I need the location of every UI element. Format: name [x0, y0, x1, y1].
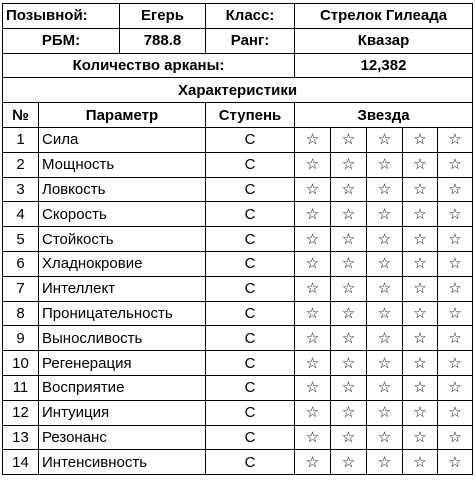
- star-outline-icon[interactable]: ☆: [403, 251, 438, 276]
- star-outline-icon[interactable]: ☆: [438, 326, 473, 351]
- characteristic-row: [3, 450, 473, 475]
- grade-value: С: [206, 227, 295, 252]
- star-outline-icon[interactable]: ☆: [367, 202, 403, 227]
- star-outline-icon[interactable]: ☆: [295, 177, 331, 202]
- parameter-name: Выносливость: [39, 326, 206, 351]
- star-outline-icon[interactable]: ☆: [331, 351, 367, 376]
- star-outline-icon[interactable]: ☆: [331, 276, 367, 301]
- star-outline-icon[interactable]: ☆: [438, 227, 473, 252]
- column-header-star: Звезда: [295, 103, 473, 128]
- characteristic-row: [3, 227, 473, 252]
- star-outline-icon[interactable]: ☆: [403, 227, 438, 252]
- star-outline-icon[interactable]: ☆: [438, 251, 473, 276]
- grade-value: С: [206, 425, 295, 450]
- star-outline-icon[interactable]: ☆: [295, 351, 331, 376]
- header-row-arcana: [3, 53, 473, 78]
- characteristic-row: [3, 202, 473, 227]
- grade-value: С: [206, 202, 295, 227]
- parameter-name: Восприятие: [39, 375, 206, 400]
- star-outline-icon[interactable]: ☆: [367, 450, 403, 475]
- star-outline-icon[interactable]: ☆: [295, 375, 331, 400]
- star-outline-icon[interactable]: ☆: [331, 227, 367, 252]
- star-outline-icon[interactable]: ☆: [295, 152, 331, 177]
- star-outline-icon[interactable]: ☆: [331, 152, 367, 177]
- star-outline-icon[interactable]: ☆: [367, 227, 403, 252]
- star-outline-icon[interactable]: ☆: [367, 351, 403, 376]
- parameter-name: Регенерация: [39, 351, 206, 376]
- callsign-value: Егерь: [120, 4, 206, 29]
- star-outline-icon[interactable]: ☆: [367, 152, 403, 177]
- grade-value: С: [206, 400, 295, 425]
- column-header-parameter: Параметр: [39, 103, 206, 128]
- grade-value: С: [206, 276, 295, 301]
- parameter-name: Мощность: [39, 152, 206, 177]
- row-number: 12: [3, 400, 39, 425]
- row-number: 6: [3, 251, 39, 276]
- grade-value: С: [206, 251, 295, 276]
- grade-value: С: [206, 152, 295, 177]
- parameter-name: Интенсивность: [39, 450, 206, 475]
- star-outline-icon[interactable]: ☆: [403, 400, 438, 425]
- star-outline-icon[interactable]: ☆: [367, 127, 403, 152]
- class-label: Класс:: [206, 4, 295, 29]
- row-number: 10: [3, 351, 39, 376]
- rank-value: Квазар: [295, 28, 473, 53]
- star-outline-icon[interactable]: ☆: [367, 301, 403, 326]
- characteristic-row: [3, 425, 473, 450]
- row-number: 11: [3, 375, 39, 400]
- row-number: 3: [3, 177, 39, 202]
- star-outline-icon[interactable]: ☆: [331, 251, 367, 276]
- characteristic-row: [3, 127, 473, 152]
- star-outline-icon[interactable]: ☆: [295, 202, 331, 227]
- star-outline-icon[interactable]: ☆: [403, 177, 438, 202]
- star-outline-icon[interactable]: ☆: [331, 177, 367, 202]
- grade-value: С: [206, 326, 295, 351]
- section-title-row: [3, 78, 473, 103]
- row-number: 7: [3, 276, 39, 301]
- star-outline-icon[interactable]: ☆: [295, 400, 331, 425]
- row-number: 9: [3, 326, 39, 351]
- section-title: Характеристики: [3, 78, 473, 103]
- grade-value: С: [206, 127, 295, 152]
- star-outline-icon[interactable]: ☆: [295, 326, 331, 351]
- star-outline-icon[interactable]: ☆: [403, 450, 438, 475]
- row-number: 1: [3, 127, 39, 152]
- grade-value: С: [206, 177, 295, 202]
- characteristic-row: [3, 326, 473, 351]
- parameter-name: Скорость: [39, 202, 206, 227]
- parameter-name: Резонанс: [39, 425, 206, 450]
- header-row-rbm: [3, 28, 473, 53]
- star-outline-icon[interactable]: ☆: [367, 326, 403, 351]
- parameter-name: Проницательность: [39, 301, 206, 326]
- star-outline-icon[interactable]: ☆: [367, 400, 403, 425]
- character-sheet: [2, 3, 472, 475]
- parameter-name: Интуиция: [39, 400, 206, 425]
- column-header-grade: Ступень: [206, 103, 295, 128]
- star-outline-icon[interactable]: ☆: [403, 276, 438, 301]
- star-outline-icon[interactable]: ☆: [331, 326, 367, 351]
- star-outline-icon[interactable]: ☆: [331, 400, 367, 425]
- row-number: 5: [3, 227, 39, 252]
- star-outline-icon[interactable]: ☆: [295, 425, 331, 450]
- star-outline-icon[interactable]: ☆: [403, 326, 438, 351]
- star-outline-icon[interactable]: ☆: [403, 202, 438, 227]
- characteristic-row: [3, 351, 473, 376]
- star-outline-icon[interactable]: ☆: [438, 375, 473, 400]
- star-outline-icon[interactable]: ☆: [295, 251, 331, 276]
- parameter-name: Сила: [39, 127, 206, 152]
- star-outline-icon[interactable]: ☆: [331, 425, 367, 450]
- parameter-name: Ловкость: [39, 177, 206, 202]
- parameter-name: Стойкость: [39, 227, 206, 252]
- star-outline-icon[interactable]: ☆: [403, 127, 438, 152]
- row-number: 2: [3, 152, 39, 177]
- row-number: 8: [3, 301, 39, 326]
- parameter-name: Интеллект: [39, 276, 206, 301]
- star-outline-icon[interactable]: ☆: [295, 276, 331, 301]
- star-outline-icon[interactable]: ☆: [331, 301, 367, 326]
- star-outline-icon[interactable]: ☆: [403, 152, 438, 177]
- rbm-value: 788.8: [120, 28, 206, 53]
- star-outline-icon[interactable]: ☆: [295, 227, 331, 252]
- characteristic-row: [3, 177, 473, 202]
- rank-label: Ранг:: [206, 28, 295, 53]
- star-outline-icon[interactable]: ☆: [367, 251, 403, 276]
- characteristic-row: [3, 152, 473, 177]
- grade-value: С: [206, 301, 295, 326]
- star-outline-icon[interactable]: ☆: [367, 177, 403, 202]
- star-outline-icon[interactable]: ☆: [367, 425, 403, 450]
- star-outline-icon[interactable]: ☆: [331, 202, 367, 227]
- grade-value: С: [206, 450, 295, 475]
- characteristic-row: [3, 301, 473, 326]
- header-row-callsign: [3, 4, 473, 29]
- characteristic-row: [3, 251, 473, 276]
- star-outline-icon[interactable]: ☆: [331, 450, 367, 475]
- star-outline-icon[interactable]: ☆: [367, 276, 403, 301]
- star-outline-icon[interactable]: ☆: [331, 127, 367, 152]
- star-outline-icon[interactable]: ☆: [295, 450, 331, 475]
- star-outline-icon[interactable]: ☆: [403, 351, 438, 376]
- star-outline-icon[interactable]: ☆: [438, 177, 473, 202]
- row-number: 14: [3, 450, 39, 475]
- characteristic-row: [3, 375, 473, 400]
- star-outline-icon[interactable]: ☆: [295, 301, 331, 326]
- star-outline-icon[interactable]: ☆: [403, 425, 438, 450]
- star-outline-icon[interactable]: ☆: [438, 202, 473, 227]
- arcana-label: Количество арканы:: [3, 53, 295, 78]
- class-value: Стрелок Гилеада: [295, 4, 473, 29]
- column-header-row: [3, 103, 473, 128]
- star-outline-icon[interactable]: ☆: [438, 351, 473, 376]
- star-outline-icon[interactable]: ☆: [438, 425, 473, 450]
- star-outline-icon[interactable]: ☆: [438, 400, 473, 425]
- grade-value: С: [206, 375, 295, 400]
- row-number: 4: [3, 202, 39, 227]
- parameter-name: Хладнокровие: [39, 251, 206, 276]
- star-outline-icon[interactable]: ☆: [367, 375, 403, 400]
- star-outline-icon[interactable]: ☆: [295, 127, 331, 152]
- arcana-value: 12,382: [295, 53, 473, 78]
- star-outline-icon[interactable]: ☆: [438, 301, 473, 326]
- star-outline-icon[interactable]: ☆: [438, 127, 473, 152]
- star-outline-icon[interactable]: ☆: [438, 450, 473, 475]
- star-outline-icon[interactable]: ☆: [331, 375, 367, 400]
- star-outline-icon[interactable]: ☆: [403, 301, 438, 326]
- callsign-label: Позывной:: [3, 4, 120, 29]
- star-outline-icon[interactable]: ☆: [403, 375, 438, 400]
- rbm-label: РБМ:: [3, 28, 120, 53]
- character-table: [2, 3, 473, 475]
- row-number: 13: [3, 425, 39, 450]
- characteristic-row: [3, 276, 473, 301]
- star-outline-icon[interactable]: ☆: [438, 276, 473, 301]
- characteristic-row: [3, 400, 473, 425]
- star-outline-icon[interactable]: ☆: [438, 152, 473, 177]
- grade-value: С: [206, 351, 295, 376]
- column-header-number: №: [3, 103, 39, 128]
